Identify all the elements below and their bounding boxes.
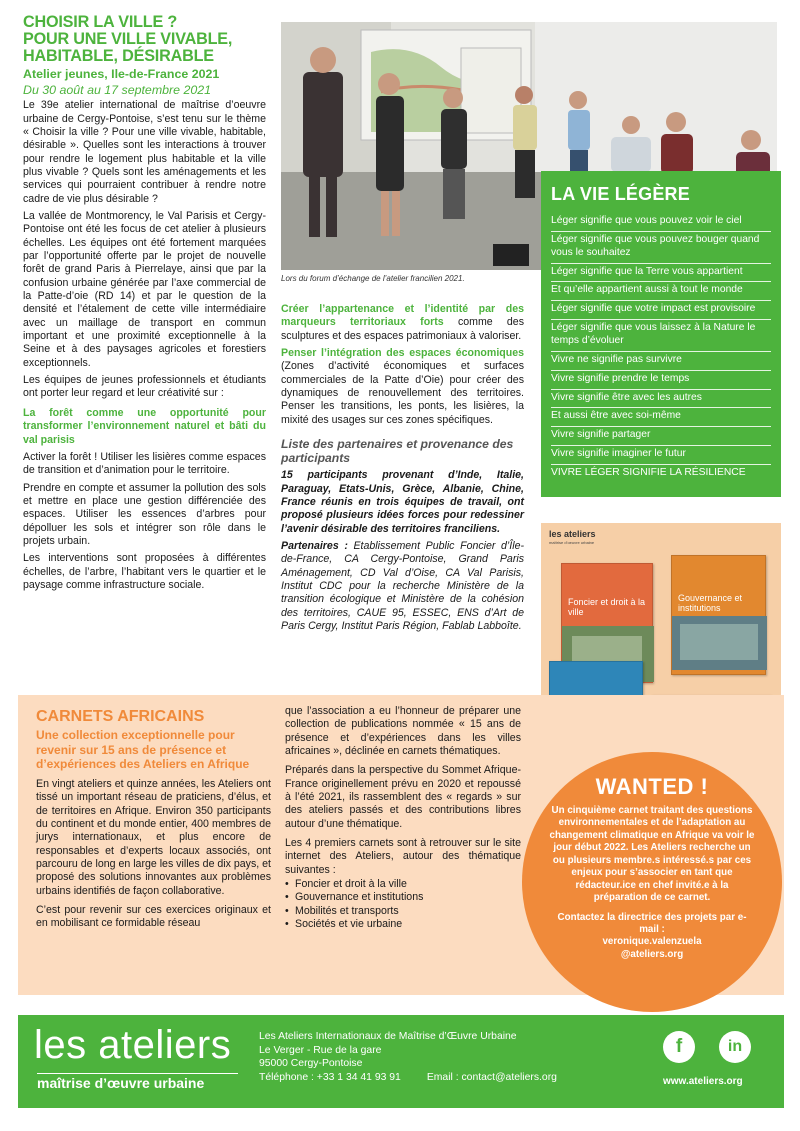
wanted-email-line-1[interactable]: veronique.valenzuela <box>602 936 702 948</box>
partners-label: Partenaires : <box>281 539 348 552</box>
vie-line: Vivre signifie imaginer le futur <box>551 446 771 465</box>
paragraph-pollution: Prendre en compte et assumer la pollution des sols et mettre en place une gestion différenciée des espaces. Utiliser les essences d’arbres pour dépolluer les sols et intégrer son rôle dans le projets urbain. <box>23 481 266 547</box>
wanted-contact-label: Contactez la directrice des projets par e-mail : <box>557 911 747 935</box>
vie-legere-box <box>541 171 781 497</box>
carnets-middle-column <box>285 705 521 932</box>
carnets-paragraph-4: Préparés dans la perspective du Sommet Afrique-France originellement prévu en 2020 et repoussé à l’été 2021, ils rassemblent des « regards » sur des ateliers passés et des contributions libres autour d’une thématique. <box>285 764 521 830</box>
book-title: Foncier et droit à la ville <box>568 597 646 617</box>
books-tagline: maîtrise d’oeuvre urbaine <box>549 540 595 545</box>
vie-line: Léger signifie que votre impact est provisoire <box>551 301 771 320</box>
eco-rest: (Zones d’activité économiques et surfaces commerciales de la Patte d’Oie) pour créer des dynamiques de renouvellement des territoires. Penser les transitions, les ponts, les lisières, la mixité des usages sur ces zones spécifiques. <box>281 360 524 426</box>
article-left-column <box>23 14 266 592</box>
vie-line: VIVRE LÉGER SIGNIFIE LA RÉSILIENCE <box>551 467 746 479</box>
paragraph-appartenance <box>281 303 524 343</box>
footer-org: Les Ateliers Internationaux de Maîtrise d’Œuvre Urbaine <box>259 1031 517 1042</box>
partners-list <box>281 540 524 633</box>
article-middle-column <box>281 299 524 633</box>
vie-line: Léger signifie que vous laissez à la Nature le temps d’évoluer <box>551 320 771 352</box>
footer-website[interactable]: www.ateliers.org <box>663 1076 743 1087</box>
carnets-themes-list <box>285 878 521 931</box>
wanted-text: Un cinquième carnet traitant des questions environnementales et de l’adaptation au changement climatique en Afrique va voir le jour début 2022. Les Ateliers recherche un ou plusieurs membre.s intéressé.s par ces enjeux pour s’associer en tant que rédacteur.ice en chef invité.e à la préparation de ce carnet. <box>549 805 755 904</box>
vie-line: Et aussi être avec soi-même <box>551 408 771 427</box>
wanted-title: WANTED ! <box>595 774 709 799</box>
carnets-paragraph-3: que l’association a eu l’honneur de préparer une collection de publications nommée « 15 ans de présence et d’expériences dans les villes africaines », déclinée en carnets thématiques. <box>285 705 521 758</box>
appartenance-rest: comme des sculptures et des espaces patrimoniaux à valoriser. <box>281 316 524 342</box>
heading-foret: La forêt comme une opportunité pour transformer l’environnement naturel et bâti du val parisis <box>23 406 266 446</box>
partners-heading: Liste des partenaires et provenance des participants <box>281 437 514 466</box>
title-line-3: HABITABLE, DÉSIRABLE <box>23 47 214 65</box>
vie-legere-lines <box>551 213 771 483</box>
photo-caption: Lors du forum d’échange de l’atelier francilien 2021. <box>281 274 465 283</box>
wanted-contact <box>557 912 747 962</box>
list-item: • Sociétés et vie urbaine <box>285 918 521 931</box>
book-gouvernance <box>671 555 766 675</box>
footer-phone: Téléphone : +33 1 34 41 93 91 <box>259 1071 401 1083</box>
partners-names: Etablissement Public Foncier d’Île-de-France, CA Cergy-Pontoise, Grand Paris Aménagement, CD Val d’Oise, CA Val Parisis, Institut CDC pour la recherche Ministère de la transition écologique et Ministère de la cohésion des territoires, CAUE 95, ESSEC, ENS d’Art de Paris Cergy, Institut Paris Région, Fablab Labboîte. <box>281 539 524 632</box>
carnets-left-column <box>36 707 271 931</box>
book-title: Gouvernance et institutions <box>678 593 743 613</box>
paragraph-espaces-economiques <box>281 347 524 427</box>
footer-logo-subtitle: maîtrise d’œuvre urbaine <box>37 1075 205 1091</box>
article-title <box>23 14 266 65</box>
carnets-paragraph-2: C’est pour revenir sur ces exercices originaux et en mobilisant ce formidable réseau <box>36 904 271 930</box>
vie-line: Vivre ne signifie pas survivre <box>551 352 771 371</box>
title-line-2: POUR UNE VILLE VIVABLE, <box>23 30 233 48</box>
paragraph-activer: Activer la forêt ! Utiliser les lisières comme espaces de transition et d’animation pour le territoire. <box>23 450 266 477</box>
paragraph-teams: Les équipes de jeunes professionnels et étudiants ont porter leur regard et leur créativité sur : <box>23 374 266 400</box>
appartenance-lead: Créer l’appartenance et l’identité par des marqueurs territoriaux forts <box>281 303 524 329</box>
carnets-subtitle: Une collection exceptionnelle pour revenir sur 15 ans de présence et d’expériences des Ateliers en Afrique <box>36 728 250 772</box>
vie-line: Léger signifie que la Terre vous appartient <box>551 264 771 283</box>
footer-address <box>259 1030 557 1084</box>
wanted-circle <box>522 752 782 1012</box>
partners-intro: 15 participants provenant d’Inde, Italie, Paraguay, Etats-Unis, Grèce, Albanie, Chine, France réunis en trois équipes de travail, ont proposé plusieurs idées forces pour redessiner l’avenir désirable des territoires franciliens. <box>281 469 524 535</box>
paragraph-interventions: Les interventions sont proposées à différentes échelles, de l’arbre, l’habitant vers le quartier et le paysage comme infrastructure sociale. <box>23 552 266 591</box>
carnets-paragraph-5: Les 4 premiers carnets sont à retrouver sur le site internet des Ateliers, autour des thématique suivantes : <box>285 837 521 876</box>
vie-line: Vivre signifie prendre le temps <box>551 371 771 390</box>
footer <box>18 1015 784 1108</box>
wanted-email-line-2[interactable]: @ateliers.org <box>620 948 684 960</box>
title-line-1: CHOISIR LA VILLE ? <box>23 13 178 31</box>
footer-logo-divider <box>37 1073 238 1074</box>
paragraph-territory: La vallée de Montmorency, le Val Parisis et Cergy-Pontoise ont été les focus de cet atelier à plusieurs échelles. Les équipes ont été fortement marquées par l’opportunité offerte par le projet de nouvelle forêt de grand Paris à Pierrelaye, ainsi que par la confusion urbaine générée par l’axe commercial de la Patte-d’oie (RD 14) et par le question de la densité et l’étalement de cette ville intermédiaire avec un maillage de transport en commun important et une proximité exceptionnelle à la Seine et à des paysages agricoles et forestiers exceptionnels. <box>23 210 266 369</box>
footer-email[interactable]: Email : contact@ateliers.org <box>426 1071 557 1083</box>
footer-logo: les ateliers <box>34 1023 232 1067</box>
footer-city: 95000 Cergy-Pontoise <box>259 1058 363 1070</box>
book-photo <box>672 616 767 670</box>
vie-line: Léger signifie que vous pouvez voir le ciel <box>551 213 771 232</box>
list-item: • Foncier et droit à la ville <box>285 878 521 891</box>
carnets-title: CARNETS AFRICAINS <box>36 708 205 725</box>
vie-line: Et qu’elle appartient aussi à tout le monde <box>551 282 771 301</box>
eco-lead: Penser l’intégration des espaces économiques <box>281 347 524 360</box>
article-subtitle: Atelier jeunes, Ile-de-France 2021 <box>23 67 220 81</box>
linkedin-icon[interactable]: in <box>719 1031 751 1063</box>
footer-contact-line <box>259 1071 557 1085</box>
paragraph-intro: Le 39e atelier international de maîtrise d’oeuvre urbaine de Cergy-Pontoise, s’est tenu sur le thème « Choisir la ville ? Pour une ville vivable, habitable, désirable ». Quelles sont les interactions à trouver pour rendre le logement plus habitable et la ville plus vivable ? Quels sont les aménagements et les services qui pourraient contribuer à rendre notre cadre de vie plus désirable ? <box>23 99 266 205</box>
facebook-icon[interactable]: f <box>663 1031 695 1063</box>
vie-line: Vivre signifie partager <box>551 427 771 446</box>
vie-legere-title: LA VIE LÉGÈRE <box>551 184 690 204</box>
list-item: • Gouvernance et institutions <box>285 891 521 904</box>
footer-street: Le Verger - Rue de la gare <box>259 1044 382 1056</box>
books-logo: les ateliers <box>549 529 596 539</box>
carnets-paragraph-1: En vingt ateliers et quinze années, les Ateliers ont tissé un important réseau de praticiens, d’élus, et de territoires en Afrique. Environ 350 participants du continent et du monde entier, 400 membres de jurys internationaux, et plus encore de responsables et d’experts locaux associés, ont parcouru de long en large les villes de dix pays, et proposé des solutions innovantes aux problèmes urbains identifiés de façon collaborative. <box>36 778 271 897</box>
article-dates: Du 30 août au 17 septembre 2021 <box>23 82 212 97</box>
vie-line: Vivre signifie être avec les autres <box>551 390 771 409</box>
list-item: • Mobilités et transports <box>285 905 521 918</box>
vie-line: Léger signifie que vous pouvez bouger quand vous le souhaitez <box>551 232 771 264</box>
